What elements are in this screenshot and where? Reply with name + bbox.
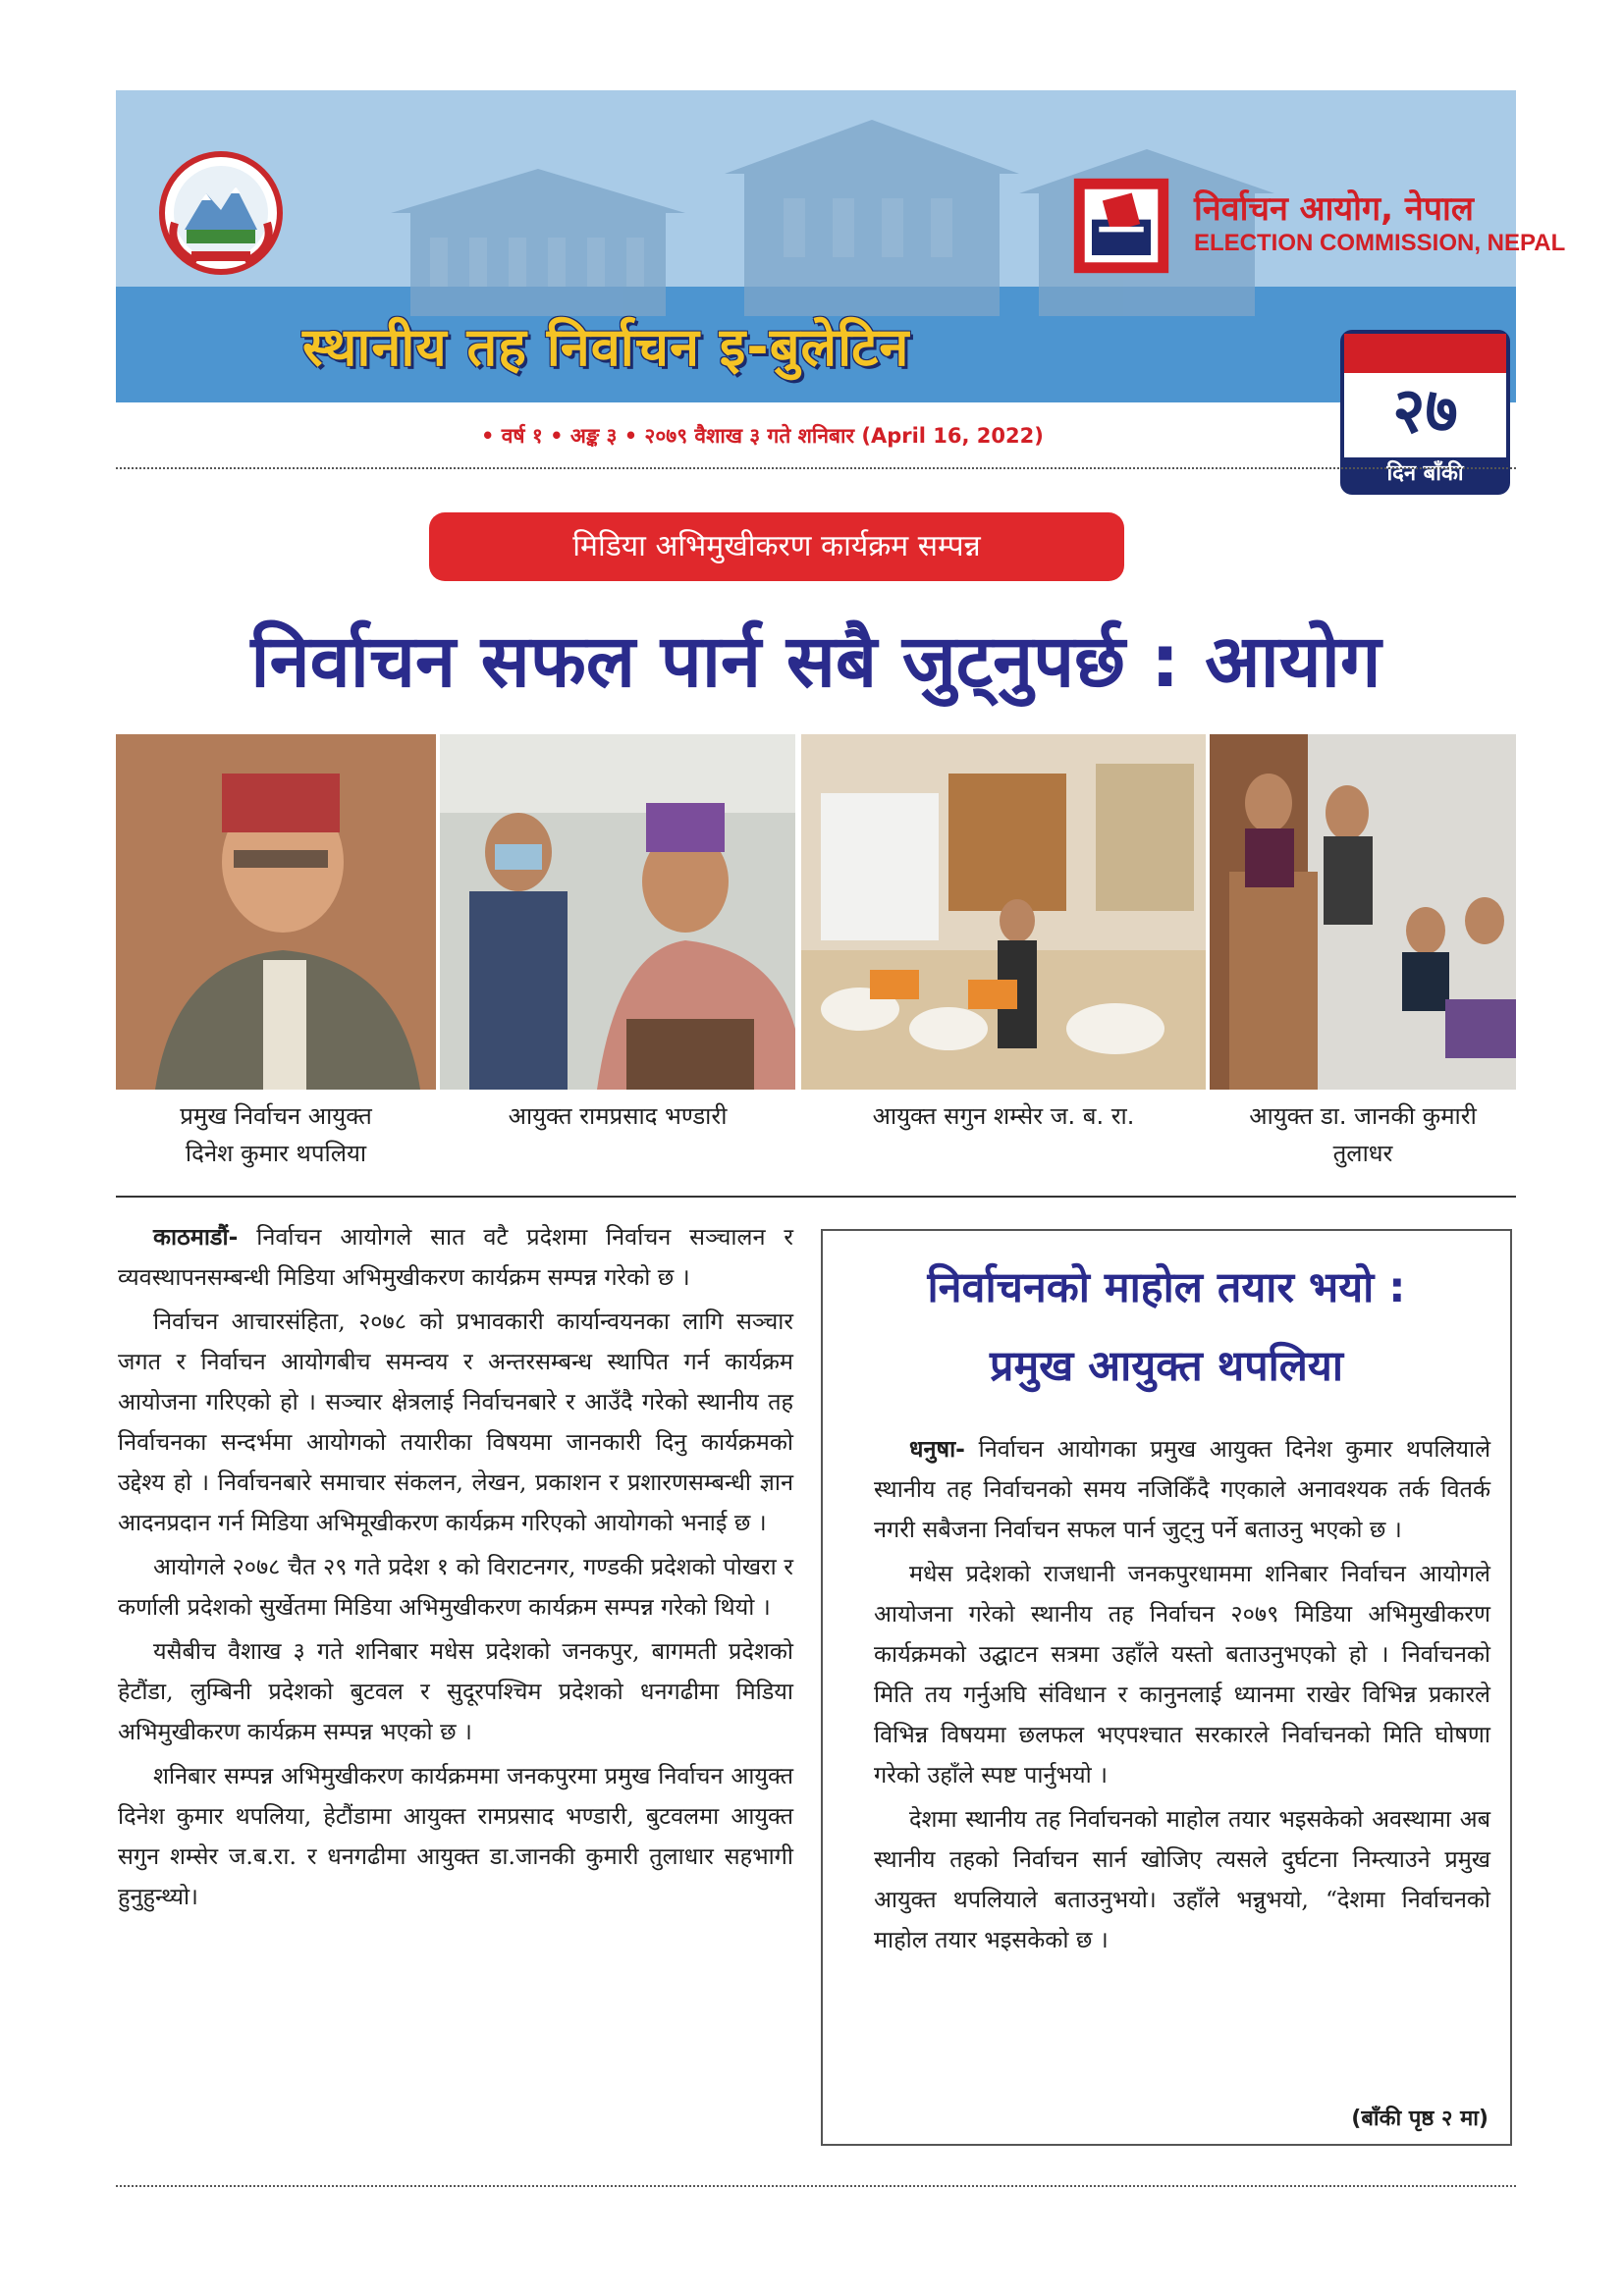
article-paragraph: आयोगले २०७८ चैत २९ गते प्रदेश १ को विराटनगर, गण्डकी प्रदेशको पोखरा र कर्णाली प्रदेशको सुर्खेतमा मिडिया अभिमुखीकरण कार्यक्रम सम्पन्न गरेको थियो । xyxy=(118,1553,793,1621)
election-commission-logo-icon xyxy=(1072,177,1170,275)
photo-commissioner-bhandari xyxy=(440,734,795,1090)
caption-line: तुलाधर xyxy=(1332,1140,1393,1167)
header-banner xyxy=(116,90,1566,402)
sidebar-story-title xyxy=(823,1249,1510,1406)
sidebar-story-box xyxy=(821,1229,1512,2146)
main-headline: निर्वाचन सफल पार्न सबै जुट्नुपर्छ : आयोग xyxy=(250,619,1381,704)
photo-caption xyxy=(1210,1097,1516,1172)
photo-commissioner-sagun xyxy=(801,734,1206,1090)
bulletin-title: स्थानीय तह निर्वाचन इ-बुलेटिन xyxy=(302,316,910,378)
sidebar-paragraph xyxy=(874,1429,1490,1550)
footer-divider xyxy=(116,2185,1516,2187)
section-divider xyxy=(116,1196,1516,1198)
sidebar-title-line: प्रमुख आयुक्त थपलिया xyxy=(989,1342,1343,1391)
photo-chief-commissioner xyxy=(116,734,436,1090)
caption-line: आयुक्त सगुन शम्सेर ज. ब. रा. xyxy=(872,1102,1135,1130)
photo-caption xyxy=(801,1097,1206,1135)
nepal-emblem-icon xyxy=(157,149,285,277)
caption-line: आयुक्त रामप्रसाद भण्डारी xyxy=(508,1102,728,1130)
article-paragraph: यसैबीच वैशाख ३ गते शनिबार मधेस प्रदेशको जनकपुर, बागमती प्रदेशको हेटौंडा, लुम्बिनी प्रदेशको बुटवल र सुदूरपश्चिम प्रदेशको धनगढीमा मिडिया अभिमुखीकरण कार्यक्रम सम्पन्न भएको छ । xyxy=(118,1637,793,1745)
commission-name-nepali: निर्वाचन आयोग, नेपाल xyxy=(1194,189,1474,229)
article-paragraph xyxy=(118,1217,793,1298)
dateline: धनुषा- xyxy=(909,1435,965,1463)
sidebar-paragraph: मधेस प्रदेशको राजधानी जनकपुरधाममा शनिबार निर्वाचन आयोगले आयोजना गरेको स्थानीय तह निर्वाचन २०७९ मिडिया अभिमुखीकरण कार्यक्रमको उद्घाटन सत्रमा उहाँले यस्तो बताउनुभएको हो । निर्वाचनको मिति तय गर्नुअघि संविधान र कानुनलाई ध्यानमा राखेर विभिन्न प्रकारले विभिन्न विषयमा छलफल भएपश्चात सरकारले निर्वाचनको मिति घोषणा गरेको उहाँले स्पष्ट पार्नुभयो । xyxy=(874,1560,1490,1789)
countdown-days: २७ xyxy=(1392,375,1458,448)
article-paragraph: निर्वाचन आचारसंहिता, २०७८ को प्रभावकारी कार्यान्वयनका लागि सञ्चार जगत र निर्वाचन आयोगबीच समन्वय र अन्तरसम्बन्ध स्थापित गर्न कार्यक्रम आयोजना गरिएको हो । सञ्चार क्षेत्रलाई निर्वाचनबारे र आउँदै गरेको स्थानीय तह निर्वाचनका सन्दर्भमा आयोगको तयारीका विषयमा जानकारी दिनु कार्यक्रमको उद्देश्य हो । निर्वाचनबारे समाचार संकलन, लेखन, प्रकाशन र प्रशारणसम्बन्धी ज्ञान आदनप्रदान गर्न मिडिया अभिमूखीकरण कार्यक्रम गरिएको आयोगको भनाई छ । xyxy=(118,1308,793,1536)
main-article xyxy=(118,1217,793,1921)
paragraph-text: निर्वाचन आयोगका प्रमुख आयुक्त दिनेश कुमार थपलियाले स्थानीय तह निर्वाचनको समय नजिकिँदै गएकाले अनावश्यक तर्क वितर्क नगरी सबैजना निर्वाचन सफल पार्न जुट्नु पर्ने बताउनु भएको छ । xyxy=(874,1435,1490,1543)
issue-line: • वर्ष १ • अङ्क ३ • २०७९ वैशाख ३ गते शनिबार (April 16, 2022) xyxy=(481,424,1044,448)
caption-line: आयुक्त डा. जानकी कुमारी xyxy=(1249,1102,1477,1130)
photo-caption xyxy=(440,1097,795,1135)
paragraph-text: निर्वाचन आयोगले सात वटै प्रदेशमा निर्वाचन सञ्चालन र व्यवस्थापनसम्बन्धी मिडिया अभिमुखीकरण कार्यक्रम सम्पन्न गरेको छ । xyxy=(118,1223,793,1291)
header-divider xyxy=(116,467,1516,469)
caption-line: प्रमुख निर्वाचन आयुक्त xyxy=(180,1102,372,1130)
photo-commissioner-tuladhar xyxy=(1210,734,1516,1090)
caption-line: दिनेश कुमार थपलिया xyxy=(185,1140,367,1167)
continued-note: (बाँकी पृष्ठ २ मा) xyxy=(1351,2107,1489,2131)
countdown-label: दिन बाँकी xyxy=(1344,457,1506,491)
countdown-calendar xyxy=(1340,330,1510,495)
dateline: काठमाडौं- xyxy=(153,1223,239,1251)
story-tag: मिडिया अभिमुखीकरण कार्यक्रम सम्पन्न xyxy=(429,512,1124,581)
commission-name-english: ELECTION COMMISSION, NEPAL xyxy=(1194,230,1566,256)
article-paragraph: शनिबार सम्पन्न अभिमुखीकरण कार्यक्रममा जनकपुरमा प्रमुख निर्वाचन आयुक्त दिनेश कुमार थपलिया, हेटौंडामा आयुक्त रामप्रसाद भण्डारी, बुटवलमा आयुक्त सगुन शम्सेर ज.ब.रा. र धनगढीमा आयुक्त डा.जानकी कुमारी तुलाधार सहभागी हुनुहुन्थ्यो। xyxy=(118,1762,793,1910)
sidebar-story-body xyxy=(874,1429,1490,1964)
sidebar-paragraph: देशमा स्थानीय तह निर्वाचनको माहोल तयार भइसकेको अवस्थामा अब स्थानीय तहको निर्वाचन सार्न खोजिए त्यसले दुर्घटना निम्त्याउने प्रमुख आयुक्त थपलियाले बताउनुभयो। उहाँले भन्नुभयो, “देशमा निर्वाचनको माहोल तयार भइसकेको छ । xyxy=(874,1805,1490,1953)
photo-caption xyxy=(116,1097,436,1172)
sidebar-title-line: निर्वाचनको माहोल तयार भयो : xyxy=(927,1263,1406,1312)
